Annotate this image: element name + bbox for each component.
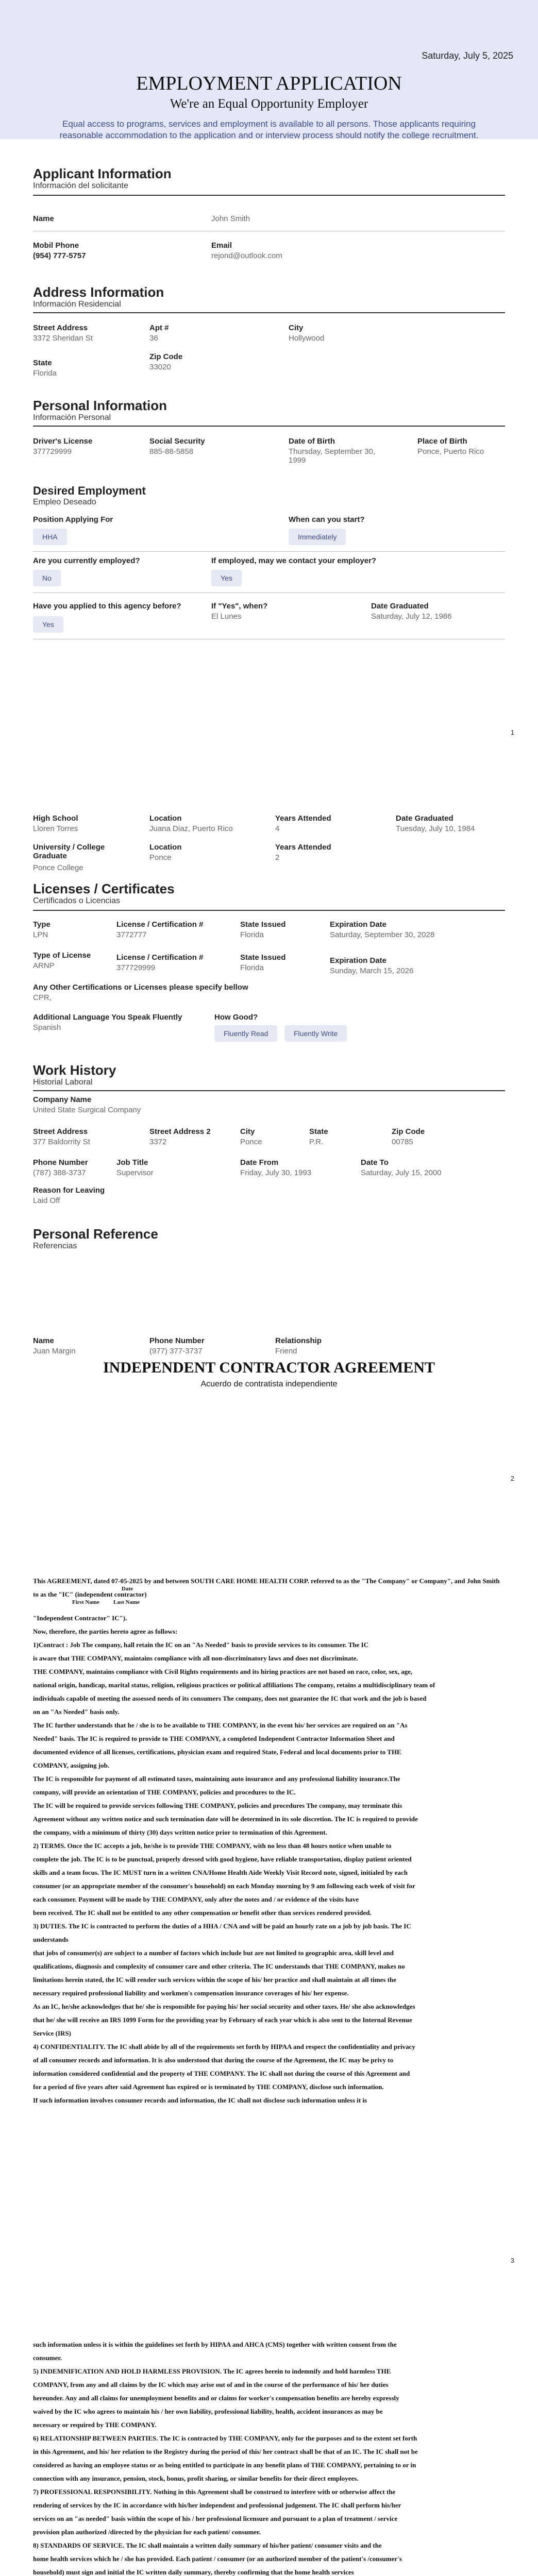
applicant-heading: Applicant Information xyxy=(33,166,172,181)
agreement-line: If such information involves consumer records and information, the IC shall not disclose such information unless it is xyxy=(33,2096,367,2104)
agreement-line: considered as having an employee status or as being entitled to participate in any benefit plans of THE COMPANY, pertaining to or in xyxy=(33,2461,416,2469)
cert-label: License / Certification # xyxy=(116,920,204,929)
zip-label: Zip Code xyxy=(149,352,183,361)
agreement-line: 5) INDEMNIFICATION AND HOLD HARMLESS PROVISION. The IC agrees herein to indemnify and hold harmless THE xyxy=(33,2367,391,2375)
agreement-line: that jobs of consumer(s) are subject to a number of factors which include but are not limited to geographic area, skill level and xyxy=(33,1949,394,1957)
licenses-heading-es: Certificados o Licencias xyxy=(33,896,120,905)
agreement-line: individuals capable of meeting the assessed needs of its consumers The company, does not guarantee the IC that work and the job is based xyxy=(33,1694,427,1702)
agreement-line: Agreement without any written notice and such termination date will be determined in its sole discretion. The IC is required to provide xyxy=(33,1815,418,1823)
page-number: 3 xyxy=(510,2257,514,2264)
work-addr2-label: Street Address 2 xyxy=(149,1127,211,1136)
desired-heading-es: Empleo Deseado xyxy=(33,498,96,506)
email-label: Email xyxy=(211,241,232,250)
address-heading-es: Información Residencial xyxy=(33,300,121,309)
job-value: Supervisor xyxy=(116,1168,154,1177)
position-value[interactable]: HHA xyxy=(33,529,67,545)
intro-date-label: Date xyxy=(122,1586,133,1592)
from-label: Date From xyxy=(240,1158,279,1167)
agreement-line: necessary required professional liability and workmen's compensation insurance coverages of his/ her expense. xyxy=(33,1989,349,1997)
apt-label: Apt # xyxy=(149,324,169,332)
agreement-line: The IC is responsible for payment of all estimated taxes, maintaining auto insurance and any professional liability insurance.The xyxy=(33,1775,400,1783)
other-cert-label: Any Other Certifications or Licenses please specify bellow xyxy=(33,983,248,992)
personal-heading: Personal Information xyxy=(33,398,167,413)
state2-label: State Issued xyxy=(240,953,286,962)
agreement-line: home health services which he / she has provided. Each patient / consumer (or an authorized member of the patient's /consumer's xyxy=(33,2555,402,2563)
agreement-line: household) must sign and initial the IC written daily summary, thereby confirming that the home health services xyxy=(33,2568,354,2576)
when-label: If "Yes", when? xyxy=(211,602,268,611)
hs-loc-label: Location xyxy=(149,814,182,823)
page-subtitle: We're an Equal Opportunity Employer xyxy=(170,97,368,111)
ref-phone-value: (977) 377-3737 xyxy=(149,1347,203,1355)
apt-value: 36 xyxy=(149,334,158,343)
state-issued-label: State Issued xyxy=(240,920,286,929)
cert2-label: License / Certification # xyxy=(116,953,204,962)
state-label: State xyxy=(33,359,52,367)
agreement-line: company, will provide an orientation of THE COMPANY, policies and procedures to the IC. xyxy=(33,1788,296,1796)
graduated-value: Saturday, July 12, 1986 xyxy=(371,612,452,621)
work-state-value: P.R. xyxy=(309,1138,324,1146)
college-years-value: 2 xyxy=(275,853,280,862)
agreement-line: 1)Contract : Job The company, hall retain the IC on an "As Needed" basis to provide services to its consumer. The IC xyxy=(33,1641,369,1649)
work-city-value: Ponce xyxy=(240,1138,262,1146)
read-chip[interactable]: Fluently Read xyxy=(214,1025,277,1042)
language-value: Spanish xyxy=(33,1023,61,1032)
divider xyxy=(33,426,505,427)
work-phone-label: Phone Number xyxy=(33,1158,88,1167)
type-value: LPN xyxy=(33,930,48,939)
work-addr2-value: 3372 xyxy=(149,1138,167,1146)
street-value: 3372 Sheridan St xyxy=(33,334,93,343)
zip-value: 33020 xyxy=(149,363,171,371)
agreement-line: consumer (or an appropriate member of the consumer's household) on each Monday morning by 9 am following each week of visit for xyxy=(33,1882,415,1890)
hs-years-value: 4 xyxy=(275,824,280,833)
dob-label: Date of Birth xyxy=(289,437,335,446)
desired-heading: Desired Employment xyxy=(33,484,146,497)
ref-phone-label: Phone Number xyxy=(149,1336,205,1345)
agreement-line: qualifications, diagnosis and complexity of consumer care and other criteria. The IC understands that THE COMPANY, makes no xyxy=(33,1962,405,1970)
agreement-line: 7) PROFESSIONAL RESPONSIBILITY. Nothing in this Agreement shall be construed to interfere with or otherwise affect the xyxy=(33,2488,396,2496)
agreement-line: limitations herein stated, the IC will render such services within the scope of his/ her practice and shall maintain at all times the xyxy=(33,1976,396,1984)
hs-grad-label: Date Graduated xyxy=(396,814,453,823)
agreement-line: 3) DUTIES. The IC is contracted to perform the duties of a HHA / CNA and will be paid an hourly rate on a job by job basis. The IC xyxy=(33,1922,411,1930)
agreement-line: rendering of services by the IC in accordance with his/her independent and professional judgement. The IC shall perform his/her xyxy=(33,2501,401,2509)
header-date: Saturday, July 5, 2025 xyxy=(422,50,513,61)
email-value: rejond@outlook.com xyxy=(211,251,282,260)
hs-grad-value: Tuesday, July 10, 1984 xyxy=(396,824,475,833)
contact-value[interactable]: Yes xyxy=(211,570,242,586)
agreement-line: services on an "as needed" basis within the scope of his / her professional licensure and pursuant to a plan of treatment / service xyxy=(33,2515,398,2522)
company-label: Company Name xyxy=(33,1095,92,1104)
other-cert-value: CPR, xyxy=(33,993,52,1002)
college-label: University / College Graduate xyxy=(33,843,105,860)
to-value: Saturday, July 15, 2000 xyxy=(361,1168,442,1177)
work-heading-es: Historial Laboral xyxy=(33,1078,93,1087)
license-label: Driver's License xyxy=(33,437,93,446)
page-title: EMPLOYMENT APPLICATION xyxy=(136,73,402,94)
employed-value[interactable]: No xyxy=(33,570,61,586)
agreement-line: necessary or required by THE COMPANY. xyxy=(33,2421,157,2429)
agreement-line: The IC will be required to provide services following THE COMPANY, policies and procedures The company, may terminate this xyxy=(33,1802,402,1809)
ref-rel-value: Friend xyxy=(275,1347,297,1355)
start-value[interactable]: Immediately xyxy=(289,529,346,545)
agreement-line: As an IC, he/she acknowledges that he/ she is responsible for paying his/ her social security and other taxes. He/ she also acknowledges xyxy=(33,2003,415,2010)
work-state-label: State xyxy=(309,1127,328,1136)
to-label: Date To xyxy=(361,1158,389,1167)
applicant-heading-es: Información del solicitante xyxy=(33,181,128,190)
applied-value[interactable]: Yes xyxy=(33,616,63,633)
applied-label: Have you applied to this agency before? xyxy=(33,602,181,611)
agreement-line: complete the job. The IC is to be punctual, properly dressed with good hygiene, have reliable transportation, display patient oriented xyxy=(33,1855,412,1863)
when-value: El Lunes xyxy=(211,612,242,621)
page-4 xyxy=(0,2287,538,2576)
agreement-intro: This AGREEMENT, dated 07-05-2025 by and between SOUTH CARE HOME HEALTH CORP. referred to as the "The Company" or Company", and John Smith to as the "IC" (independent contractor) xyxy=(33,1577,500,1598)
ssn-label: Social Security xyxy=(149,437,205,446)
work-phone-value: (787) 388-3737 xyxy=(33,1168,86,1177)
type2-label: Type of License xyxy=(33,951,91,960)
agreement-subtitle: Acuerdo de contratista independiente xyxy=(200,1380,338,1388)
page-number: 2 xyxy=(510,1475,514,1482)
type2-value: ARNP xyxy=(33,961,55,970)
ssn-value: 885-88-5858 xyxy=(149,447,194,456)
agreement-line: 2) TERMS. Once the IC accepts a job, he/she is to provide THE COMPANY, with no less than 48 hours notice when unable to xyxy=(33,1842,392,1850)
contact-label: If employed, may we contact your employer? xyxy=(211,556,377,565)
agreement-line: in this Agreement, and his/ her relation to the Registry during the period of this/ her contract shall be that of an IC. The IC shall not be xyxy=(33,2448,418,2455)
state2-value: Florida xyxy=(240,963,264,972)
agreement-line: such information unless it is within the guidelines set forth by HIPAA and AHCA (CMS) together with written consent from the xyxy=(33,2341,397,2348)
city-label: City xyxy=(289,324,304,332)
dob-value: Thursday, September 30, 1999 xyxy=(289,447,376,465)
name-value: John Smith xyxy=(211,214,250,223)
name-label: Name xyxy=(33,214,54,223)
state-issued-value: Florida xyxy=(240,930,264,939)
page-number: 1 xyxy=(510,728,514,736)
hs-label: High School xyxy=(33,814,78,823)
reason-label: Reason for Leaving xyxy=(33,1186,105,1195)
divider xyxy=(33,551,505,552)
work-street-label: Street Address xyxy=(33,1127,88,1136)
agreement-line: skills and a team focus. The IC MUST turn in a written CNA/Home Health Aide Weekly Visit Record note, signed, initialed by each xyxy=(33,1869,408,1876)
agreement-line: 4) CONFIDENTIALITY. The IC shall abide by all of the requirements set forth by HIPAA and respect the confidentiality and privacy xyxy=(33,2043,415,2050)
agreement-line: for a period of five years after said Agreement has expired or is terminated by THE COMPANY, disclose such information. xyxy=(33,2083,384,2091)
college-value: Ponce College xyxy=(33,863,83,872)
college-loc-label: Location xyxy=(149,843,182,852)
job-label: Job Title xyxy=(116,1158,148,1167)
licenses-heading: Licenses / Certificates xyxy=(33,881,175,896)
expiration2-label: Expiration Date xyxy=(330,956,387,965)
agreement-title: INDEPENDENT CONTRACTOR AGREEMENT xyxy=(103,1359,435,1376)
ref-name-label: Name xyxy=(33,1336,54,1345)
pob-label: Place of Birth xyxy=(417,437,467,446)
divider xyxy=(33,592,505,593)
company-value: United State Surgical Company xyxy=(33,1106,141,1114)
agreement-line: been received. The IC shall not be entitled to any other compensation or benefit other than services rendered provided. xyxy=(33,1909,372,1917)
agreement-line: THE COMPANY, maintains compliance with Civil Rights requirements and its hiring practices are not based on race, color, sex, age, xyxy=(33,1668,413,1675)
agreement-line: COMPANY, from any and all claims by the IC which may arise out of and in the course of the performance of his/ her duties xyxy=(33,2381,389,2388)
college-years-label: Years Attended xyxy=(275,843,331,852)
page-1 xyxy=(0,0,538,762)
agreement-line: understands xyxy=(33,1936,69,1943)
start-label: When can you start? xyxy=(289,515,365,524)
agreement-line: The IC further understands that he / she is to be available to THE COMPANY, in the event his/ her services are required on an "As xyxy=(33,1721,408,1729)
page-3 xyxy=(0,1525,538,2287)
personal-heading-es: Información Personal xyxy=(33,413,111,422)
agreement-line: each consumer. Payment will be made by THE COMPANY, only after the notes and / or evidence of the visits have xyxy=(33,1895,359,1903)
reference-heading-es: Referencias xyxy=(33,1242,77,1250)
agreement-line: 6) RELATIONSHIP BETWEEN PARTIES. The IC is contracted by THE COMPANY, only for the purposes and to the extent set forth xyxy=(33,2434,417,2442)
equal-access-notice: Equal access to programs, services and employment is available to all persons. Those applicants requiring reasonable accommodation to the application and or interview process should notify the college recruitment. xyxy=(59,119,479,140)
divider xyxy=(33,910,505,911)
work-zip-label: Zip Code xyxy=(392,1127,425,1136)
agreement-line: waived by the IC who agrees to maintain his / her own liability, professional liability, health, accident insurances as may be xyxy=(33,2408,383,2415)
agreement-line: Needed" basis. The IC is required to provide to THE COMPANY, a completed Independent Contractor Information Sheet and xyxy=(33,1735,395,1742)
state-value: Florida xyxy=(33,369,57,378)
city-value: Hollywood xyxy=(289,334,325,343)
agreement-line: consumer. xyxy=(33,2354,62,2362)
ref-rel-label: Relationship xyxy=(275,1336,322,1345)
work-heading: Work History xyxy=(33,1062,116,1078)
agreement-line: 8) STANDARDS OF SERVICE. The IC shall maintain a written daily summary of his/her patient/ consumer visits and the xyxy=(33,2541,382,2549)
agreement-line: hereunder. Any and all claims for unemployment benefits and or claims for worker's compensation benefits are hereby expressly xyxy=(33,2394,399,2402)
reference-heading: Personal Reference xyxy=(33,1226,158,1242)
hs-years-label: Years Attended xyxy=(275,814,331,823)
page-2 xyxy=(0,762,538,1525)
agreement-line: of all consumer records and information. It is also understood that during the course of the Agreement, the IC may be privy to xyxy=(33,2056,394,2064)
work-city-label: City xyxy=(240,1127,255,1136)
expiration-label: Expiration Date xyxy=(330,920,387,929)
agreement-line: provision plan authorized /directed by the physician for each patient/ consumer. xyxy=(33,2528,261,2536)
agreement-body-page3 xyxy=(33,1612,505,2107)
from-value: Friday, July 30, 1993 xyxy=(240,1168,312,1177)
how-good-label: How Good? xyxy=(214,1013,258,1022)
expiration-value: Saturday, September 30, 2028 xyxy=(330,930,435,939)
agreement-line: information considered confidential and the property of THE COMPANY. The IC shall not during the course of this Agreement and xyxy=(33,2070,410,2077)
type-label: Type xyxy=(33,920,51,929)
phone-label: Mobil Phone xyxy=(33,241,79,250)
ref-name-value: Juan Margin xyxy=(33,1347,76,1355)
agreement-line: connection with any insurance, pension, stock, bonus, profit sharing, or similar benefits for their direct employees. xyxy=(33,2475,359,2482)
license-value: 377729999 xyxy=(33,447,72,456)
college-loc-value: Ponce xyxy=(149,853,172,862)
divider xyxy=(33,312,505,313)
work-zip-value: 00785 xyxy=(392,1138,413,1146)
agreement-line: Service (IRS) xyxy=(33,2029,72,2037)
agreement-line: is aware that THE COMPANY, maintains compliance with all non-discriminatory laws and does not discriminate. xyxy=(33,1654,358,1662)
agreement-line: Now, therefore, the parties hereto agree as follows: xyxy=(33,1628,178,1635)
intro-first-label: First Name xyxy=(72,1599,99,1605)
phone-value: (954) 777-5757 xyxy=(33,251,86,260)
agreement-line: on an "As Needed" basis only. xyxy=(33,1708,120,1716)
agreement-line: that he/ she will receive an IRS 1099 Form for the providing year by February of each year which is also sent to the Internal Revenue xyxy=(33,2016,412,2024)
street-label: Street Address xyxy=(33,324,88,332)
employed-label: Are you currently employed? xyxy=(33,556,140,565)
agreement-line: documented evidence of all licenses, certifications, physician exam and required State, Federal and local documents prior to THE xyxy=(33,1748,401,1756)
intro-last-label: Last Name xyxy=(113,1599,140,1605)
divider xyxy=(33,1090,505,1091)
divider xyxy=(33,195,505,196)
work-street-value: 377 Baldorrity St xyxy=(33,1138,90,1146)
position-label: Position Applying For xyxy=(33,515,113,524)
agreement-line: the company, with a minimum of thirty (30) days written notice prior to termination of this Agreement. xyxy=(33,1828,327,1836)
agreement-line: COMPANY, assigning job. xyxy=(33,1761,110,1769)
address-heading: Address Information xyxy=(33,284,164,300)
language-label: Additional Language You Speak Fluently xyxy=(33,1013,182,1022)
write-chip[interactable]: Fluently Write xyxy=(284,1025,347,1042)
cert-value: 3772777 xyxy=(116,930,147,939)
cert2-value: 377729999 xyxy=(116,963,156,972)
expiration2-value: Sunday, March 15, 2026 xyxy=(330,967,414,975)
agreement-line: "Independent Contractor" IC"). xyxy=(33,1614,127,1622)
agreement-line: national origin, handicap, marital status, religion, religious practices or political affiliations The company, retains a multidisciplinary team of xyxy=(33,1681,435,1689)
agreement-body-page4 xyxy=(33,2338,505,2576)
pob-value: Ponce, Puerto Rico xyxy=(417,447,484,456)
graduated-label: Date Graduated xyxy=(371,602,429,611)
reason-value: Laid Off xyxy=(33,1196,60,1205)
hs-loc-value: Juana Diaz, Puerto Rico xyxy=(149,824,233,833)
hs-value: Lloren Torres xyxy=(33,824,78,833)
